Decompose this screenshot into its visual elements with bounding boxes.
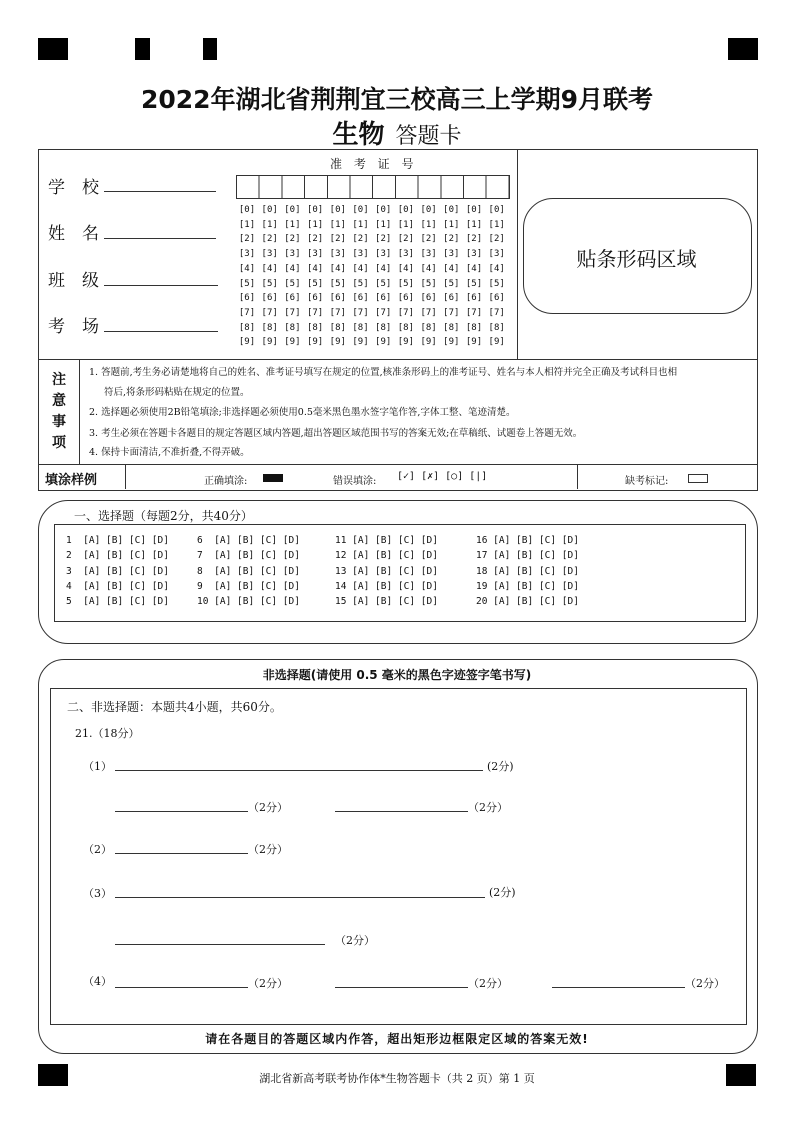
digit-bubble[interactable]: [7] bbox=[352, 307, 369, 318]
digit-bubble[interactable]: [4] bbox=[443, 263, 460, 274]
digit-bubble[interactable]: [7] bbox=[420, 307, 437, 318]
notice-item-2: 2. 选择题必须使用2B铅笔填涂;非选择题必须使用0.5毫米黑色墨水签字笔作答,字体工整、笔迹清楚。 bbox=[89, 407, 516, 418]
wrong-fill-marks: [✓] [✗] [○] [|] bbox=[397, 471, 488, 482]
digit-bubble[interactable]: [1] bbox=[329, 219, 346, 230]
digit-bubble[interactable]: [6] bbox=[306, 293, 324, 304]
digit-bubble[interactable]: [2] bbox=[352, 234, 369, 245]
digit-bubble[interactable]: [1] bbox=[261, 219, 278, 230]
exam-number-bubble-grid[interactable] bbox=[236, 203, 508, 353]
digit-bubble[interactable]: [8] bbox=[465, 322, 483, 333]
q21-part2-line[interactable] bbox=[115, 853, 248, 854]
digit-bubble[interactable]: [9] bbox=[488, 337, 505, 348]
digit-bubble[interactable]: [8] bbox=[420, 322, 437, 333]
name-field[interactable] bbox=[104, 238, 216, 239]
digit-bubble[interactable]: [3] bbox=[329, 249, 346, 260]
q21-part3-line-b[interactable] bbox=[115, 944, 325, 945]
digit-bubble[interactable]: [9] bbox=[284, 337, 301, 348]
registration-mark-top-2 bbox=[135, 38, 150, 60]
digit-bubble[interactable]: [3] bbox=[238, 249, 256, 260]
correct-fill-mark bbox=[263, 474, 283, 482]
choice-heading: 一、选择题（每题2分，共40分） bbox=[70, 507, 257, 524]
digit-bubble[interactable]: [8] bbox=[306, 322, 324, 333]
digit-bubble[interactable]: [1] bbox=[397, 219, 415, 230]
choice-question-row[interactable]: 15 [A] [B] [C] [D] bbox=[335, 596, 438, 608]
digit-bubble[interactable]: [1] bbox=[443, 219, 460, 230]
exam-number-digit-column[interactable] bbox=[418, 203, 440, 350]
q21-part4-line-c[interactable] bbox=[552, 987, 685, 988]
notice-heading-text: 注意事项 bbox=[52, 372, 66, 451]
digit-bubble[interactable]: [7] bbox=[261, 307, 278, 318]
sample-divider-2 bbox=[577, 464, 578, 489]
digit-bubble[interactable]: [9] bbox=[261, 337, 278, 348]
digit-bubble[interactable]: [3] bbox=[306, 249, 324, 260]
class-label: 班 级 bbox=[48, 271, 99, 291]
q21-part1-line-c[interactable] bbox=[335, 811, 468, 812]
info-divider-right bbox=[517, 149, 518, 359]
digit-bubble[interactable]: [5] bbox=[306, 278, 324, 289]
digit-bubble[interactable]: [9] bbox=[329, 337, 346, 348]
digit-bubble[interactable]: [6] bbox=[329, 293, 346, 304]
nonchoice-banner: 非选择题(请使用 0.5 毫米的黑色字迹签字笔书写) bbox=[262, 668, 532, 682]
digit-bubble[interactable]: [7] bbox=[284, 307, 301, 318]
digit-bubble[interactable]: [2] bbox=[284, 234, 301, 245]
notice-item-3: 3. 考生必须在答题卡各题目的规定答题区域内答题,超出答题区域范围书写的答案无效;在草稿纸、试题卷上答题无效。 bbox=[89, 428, 583, 439]
digit-bubble[interactable]: [1] bbox=[306, 219, 324, 230]
q21-part2-label: （2） bbox=[83, 843, 112, 856]
page-title: 2022年湖北省荆荆宜三校高三上学期9月联考 bbox=[141, 85, 653, 114]
answer-area-box bbox=[50, 688, 747, 1025]
digit-bubble[interactable]: [2] bbox=[261, 234, 278, 245]
choice-question-row[interactable]: 8 [A] [B] [C] [D] bbox=[197, 565, 300, 577]
wrong-fill-label: 错误填涂: bbox=[333, 476, 377, 487]
nonchoice-heading: 二、非选择题：本题共4小题，共60分。 bbox=[67, 700, 282, 714]
q21-part1-points-b: （2分） bbox=[248, 801, 288, 814]
digit-bubble[interactable]: [2] bbox=[488, 234, 505, 245]
info-divider-h1 bbox=[38, 359, 757, 360]
registration-mark-top-left bbox=[38, 38, 68, 60]
digit-bubble[interactable]: [0] bbox=[465, 205, 483, 215]
digit-bubble[interactable]: [5] bbox=[465, 278, 483, 289]
exam-number-label: 准 考 证 号 bbox=[330, 157, 418, 171]
digit-bubble[interactable]: [1] bbox=[488, 219, 505, 230]
choice-question-row[interactable]: 3 [A] [B] [C] [D] bbox=[66, 565, 169, 577]
registration-mark-top-3 bbox=[203, 38, 217, 60]
digit-bubble[interactable]: [7] bbox=[443, 307, 460, 318]
q21-part1-points: (2分) bbox=[487, 760, 514, 773]
q21-part4-line-a[interactable] bbox=[115, 987, 248, 988]
digit-bubble[interactable]: [3] bbox=[420, 249, 437, 260]
digit-bubble[interactable]: [7] bbox=[397, 307, 415, 318]
digit-bubble[interactable]: [1] bbox=[420, 219, 437, 230]
school-label: 学 校 bbox=[48, 178, 99, 198]
digit-bubble[interactable]: [0] bbox=[443, 205, 460, 215]
digit-bubble[interactable]: [5] bbox=[238, 278, 256, 289]
digit-bubble[interactable]: [9] bbox=[420, 337, 437, 348]
absent-mark-box[interactable] bbox=[688, 474, 708, 483]
sample-divider bbox=[125, 464, 126, 489]
q21-part3-points-b: （2分） bbox=[335, 934, 375, 947]
digit-bubble[interactable]: [2] bbox=[238, 234, 256, 245]
choice-question-row[interactable]: 5 [A] [B] [C] [D] bbox=[66, 596, 169, 608]
q21-part4-points-c: （2分） bbox=[685, 977, 725, 990]
q21-part3-label: （3） bbox=[83, 887, 112, 900]
digit-bubble[interactable]: [2] bbox=[329, 234, 346, 245]
digit-bubble[interactable]: [4] bbox=[284, 263, 301, 274]
digit-bubble[interactable]: [8] bbox=[352, 322, 369, 333]
digit-bubble[interactable]: [4] bbox=[329, 263, 346, 274]
choice-question-row[interactable]: 4 [A] [B] [C] [D] bbox=[66, 580, 169, 592]
choice-question-row[interactable]: 9 [A] [B] [C] [D] bbox=[197, 580, 300, 592]
digit-bubble[interactable]: [0] bbox=[397, 205, 415, 215]
digit-bubble[interactable]: [6] bbox=[420, 293, 437, 304]
digit-bubble[interactable]: [0] bbox=[329, 205, 346, 215]
digit-bubble[interactable]: [1] bbox=[375, 219, 392, 230]
digit-bubble[interactable]: [0] bbox=[420, 205, 437, 215]
digit-bubble[interactable]: [5] bbox=[261, 278, 278, 289]
room-field[interactable] bbox=[104, 331, 218, 332]
digit-bubble[interactable]: [6] bbox=[465, 293, 483, 304]
q21-part2-points: （2分） bbox=[248, 843, 288, 856]
digit-bubble[interactable]: [8] bbox=[261, 322, 278, 333]
notice-item-4: 4. 保持卡面清洁,不准折叠,不得弄破。 bbox=[89, 447, 250, 458]
digit-bubble[interactable]: [3] bbox=[261, 249, 278, 260]
digit-bubble[interactable]: [8] bbox=[443, 322, 460, 333]
digit-bubble[interactable]: [7] bbox=[306, 307, 324, 318]
digit-bubble[interactable]: [7] bbox=[488, 307, 505, 318]
choice-question-row[interactable]: 6 [A] [B] [C] [D] bbox=[197, 535, 300, 546]
digit-bubble[interactable]: [0] bbox=[284, 205, 301, 215]
digit-bubble[interactable]: [9] bbox=[443, 337, 460, 348]
registration-mark-top-right bbox=[728, 38, 758, 60]
subject-label: 生物 bbox=[332, 120, 385, 150]
exam-number-digit-column[interactable] bbox=[236, 203, 258, 350]
choice-question-row[interactable]: 1 [A] [B] [C] [D] bbox=[66, 535, 169, 546]
digit-bubble[interactable]: [3] bbox=[488, 249, 505, 260]
digit-bubble[interactable]: [9] bbox=[375, 337, 392, 348]
digit-bubble[interactable]: [6] bbox=[375, 293, 392, 304]
digit-bubble[interactable]: [5] bbox=[397, 278, 415, 289]
digit-bubble[interactable]: [9] bbox=[465, 337, 483, 348]
choice-question-row[interactable]: 20 [A] [B] [C] [D] bbox=[476, 596, 579, 608]
digit-bubble[interactable]: [4] bbox=[488, 263, 505, 274]
exam-number-digit-column[interactable] bbox=[259, 203, 281, 350]
digit-bubble[interactable]: [8] bbox=[329, 322, 346, 333]
q21-part4-points-b: （2分） bbox=[468, 977, 508, 990]
room-label: 考 场 bbox=[48, 317, 99, 337]
q21-part3-line[interactable] bbox=[115, 897, 485, 898]
digit-bubble[interactable]: [8] bbox=[238, 322, 256, 333]
digit-bubble[interactable]: [3] bbox=[443, 249, 460, 260]
exam-number-digit-column[interactable] bbox=[372, 203, 394, 350]
page-footer: 湖北省新高考联考协作体*生物答题卡（共 2 页）第 1 页 bbox=[259, 1072, 535, 1085]
digit-bubble[interactable]: [7] bbox=[465, 307, 483, 318]
digit-bubble[interactable]: [8] bbox=[284, 322, 301, 333]
digit-bubble[interactable]: [4] bbox=[352, 263, 369, 274]
digit-bubble[interactable]: [4] bbox=[261, 263, 278, 274]
answer-area-warning: 请在各题目的答题区域内作答，超出矩形边框限定区域的答案无效! bbox=[205, 1032, 589, 1046]
digit-bubble[interactable]: [7] bbox=[329, 307, 346, 318]
digit-bubble[interactable]: [5] bbox=[329, 278, 346, 289]
exam-number-digit-column[interactable] bbox=[395, 203, 417, 350]
digit-bubble[interactable]: [5] bbox=[352, 278, 369, 289]
digit-bubble[interactable]: [6] bbox=[284, 293, 301, 304]
barcode-label: 贴条形码区域 bbox=[576, 247, 697, 271]
digit-bubble[interactable]: [1] bbox=[465, 219, 483, 230]
digit-bubble[interactable]: [1] bbox=[284, 219, 301, 230]
name-label: 姓 名 bbox=[48, 224, 99, 244]
digit-bubble[interactable]: [5] bbox=[375, 278, 392, 289]
digit-bubble[interactable]: [1] bbox=[352, 219, 369, 230]
sample-label: 填涂样例 bbox=[45, 473, 98, 488]
choice-question-row[interactable]: 11 [A] [B] [C] [D] bbox=[335, 535, 438, 546]
digit-bubble[interactable]: [2] bbox=[443, 234, 460, 245]
class-field[interactable] bbox=[104, 285, 218, 286]
correct-fill-label: 正确填涂: bbox=[204, 476, 248, 487]
digit-bubble[interactable]: [0] bbox=[375, 205, 392, 215]
exam-number-digit-column[interactable] bbox=[463, 203, 485, 350]
digit-bubble[interactable]: [1] bbox=[238, 219, 256, 230]
choice-question-row[interactable]: 17 [A] [B] [C] [D] bbox=[476, 550, 579, 562]
digit-bubble[interactable]: [9] bbox=[306, 337, 324, 348]
digit-bubble[interactable]: [6] bbox=[238, 293, 256, 304]
q21-part3-points: (2分) bbox=[489, 886, 516, 899]
digit-bubble[interactable]: [2] bbox=[397, 234, 415, 245]
digit-bubble[interactable]: [8] bbox=[397, 322, 415, 333]
q21-part1-points-c: （2分） bbox=[468, 801, 508, 814]
digit-bubble[interactable]: [0] bbox=[238, 205, 256, 215]
exam-number-boxes[interactable] bbox=[236, 175, 510, 199]
notice-item-1b: 符后,将条形码粘贴在规定的位置。 bbox=[104, 387, 250, 398]
digit-bubble[interactable]: [9] bbox=[238, 337, 256, 348]
digit-bubble[interactable]: [2] bbox=[375, 234, 392, 245]
choice-question-row[interactable]: 18 [A] [B] [C] [D] bbox=[476, 565, 579, 577]
digit-bubble[interactable]: [6] bbox=[397, 293, 415, 304]
digit-bubble[interactable]: [4] bbox=[465, 263, 483, 274]
exam-number-digit-column[interactable] bbox=[304, 203, 326, 350]
digit-bubble[interactable]: [8] bbox=[375, 322, 392, 333]
digit-bubble[interactable]: [5] bbox=[420, 278, 437, 289]
notice-heading bbox=[44, 370, 74, 454]
notice-divider bbox=[79, 359, 80, 465]
choice-question-row[interactable]: 12 [A] [B] [C] [D] bbox=[335, 550, 438, 562]
q21-part1-line-b[interactable] bbox=[115, 811, 248, 812]
subtitle bbox=[0, 114, 794, 151]
digit-bubble[interactable]: [3] bbox=[375, 249, 392, 260]
exam-number-digit-column[interactable] bbox=[440, 203, 462, 350]
choice-question-row[interactable]: 13 [A] [B] [C] [D] bbox=[335, 565, 438, 577]
digit-bubble[interactable]: [4] bbox=[306, 263, 324, 274]
digit-bubble[interactable]: [5] bbox=[284, 278, 301, 289]
digit-bubble[interactable]: [4] bbox=[375, 263, 392, 274]
choice-question-row[interactable]: 14 [A] [B] [C] [D] bbox=[335, 580, 438, 592]
digit-bubble[interactable]: [2] bbox=[465, 234, 483, 245]
q21-part4-points-a: （2分） bbox=[248, 977, 288, 990]
digit-bubble[interactable]: [6] bbox=[488, 293, 505, 304]
digit-bubble[interactable]: [2] bbox=[306, 234, 324, 245]
digit-bubble[interactable]: [5] bbox=[443, 278, 460, 289]
digit-bubble[interactable]: [4] bbox=[397, 263, 415, 274]
q21-part4-label: （4） bbox=[83, 975, 112, 988]
digit-bubble[interactable]: [3] bbox=[397, 249, 415, 260]
choice-question-row[interactable]: 10 [A] [B] [C] [D] bbox=[197, 596, 300, 608]
digit-bubble[interactable]: [6] bbox=[261, 293, 278, 304]
q21-part1-line[interactable] bbox=[115, 770, 483, 771]
question-21-label: 21.（18分） bbox=[75, 727, 140, 740]
notice-item-1: 1. 答题前,考生务必请楚地将自己的姓名、准考证号填写在规定的位置,核准条形码上的准考证号、姓名与本人相符并完全正确及考试科目也相 bbox=[89, 367, 678, 378]
exam-number-digit-column[interactable] bbox=[486, 203, 508, 350]
digit-bubble[interactable]: [0] bbox=[261, 205, 278, 215]
digit-bubble[interactable]: [6] bbox=[443, 293, 460, 304]
digit-bubble[interactable]: [9] bbox=[397, 337, 415, 348]
choice-question-row[interactable]: 16 [A] [B] [C] [D] bbox=[476, 535, 579, 546]
digit-bubble[interactable]: [3] bbox=[284, 249, 301, 260]
choice-question-row[interactable]: 19 [A] [B] [C] [D] bbox=[476, 580, 579, 592]
digit-bubble[interactable]: [5] bbox=[488, 278, 505, 289]
digit-bubble[interactable]: [8] bbox=[488, 322, 505, 333]
digit-bubble[interactable]: [0] bbox=[352, 205, 369, 215]
digit-bubble[interactable]: [4] bbox=[420, 263, 437, 274]
digit-bubble[interactable]: [7] bbox=[238, 307, 256, 318]
absent-mark-label: 缺考标记: bbox=[625, 476, 669, 487]
exam-number-digit-column[interactable] bbox=[327, 203, 349, 350]
exam-number-digit-column[interactable] bbox=[350, 203, 372, 350]
digit-bubble[interactable]: [3] bbox=[465, 249, 483, 260]
digit-bubble[interactable]: [2] bbox=[420, 234, 437, 245]
exam-number-digit-column[interactable] bbox=[281, 203, 303, 350]
digit-bubble[interactable]: [0] bbox=[306, 205, 324, 215]
q21-part1-label: （1） bbox=[83, 760, 112, 773]
digit-bubble[interactable]: [6] bbox=[352, 293, 369, 304]
digit-bubble[interactable]: [3] bbox=[352, 249, 369, 260]
digit-bubble[interactable]: [7] bbox=[375, 307, 392, 318]
info-divider-h2 bbox=[38, 464, 757, 465]
digit-bubble[interactable]: [9] bbox=[352, 337, 369, 348]
school-field[interactable] bbox=[104, 191, 216, 192]
choice-question-row[interactable]: 7 [A] [B] [C] [D] bbox=[197, 550, 300, 562]
choice-question-row[interactable]: 2 [A] [B] [C] [D] bbox=[66, 550, 169, 562]
q21-part4-line-b[interactable] bbox=[335, 987, 468, 988]
card-label: 答题卡 bbox=[395, 124, 462, 149]
digit-bubble[interactable]: [4] bbox=[238, 263, 256, 274]
digit-bubble[interactable]: [0] bbox=[488, 205, 505, 215]
